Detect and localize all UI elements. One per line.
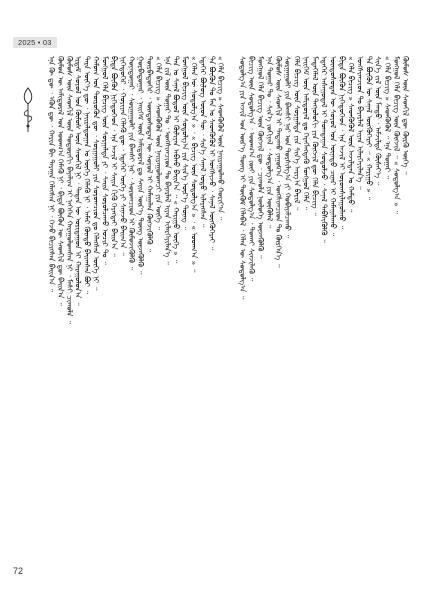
text-line: ᠬᠦᠮᠦᠰ ᠦᠨ ᠰᠡᠳᠬᠢᠯ ᠦᠨ ᠳᠤᠲᠤᠷᠠᠬᠢ ᠪᠠᠶᠠᠯᠢᠭ ᠢ ᠨᠡᠭᠡᠭᠡᠨ ᠬᠠᠷᠠᠭᠤᠯᠤᠭᠰᠠᠨ ᠨᠢ ᠂ ᠮᠠᠰᠢ ᠴᠢᠬᠤᠯᠠ ᠃: [64, 56, 74, 324]
text-line: « ᠬᠡᠯᠡ ᠪᠢᠴᠢᠭ » ᠰᠡᠳᠬᠦᠭᠦᠯ ᠃ ᠡᠨᠡ ᠳᠤᠭᠠᠷ ᠃: [382, 56, 392, 180]
text-line: ᠲᠡᠷᠡ ᠦᠶ᠎ᠡ ᠳᠦ ᠂ ᠨᠠᠢᠷᠠᠯᠳᠤᠭᠠᠨ ᠤ ᠦᠭᠡ ᠬᠡᠯᠡᠬᠦ ᠨᠢ ᠂ ᠠᠮᠠᠷ ᠬᠦᠨᠳᠦ ᠪᠠᠢᠭᠰᠠᠨ ᠪᠤᠢ ᠃: [82, 56, 92, 294]
text-line: ᠪᠢᠳᠡ ᠪᠦᠬᠦᠨ ᠨᠢᠭᠡᠳᠦᠭᠡᠳ ᠂ ᠡᠨᠡ ᠠᠵᠢᠯ ᠢ ᠰᠠᠢᠨ ᠬᠢᠬᠦ ᠬᠡᠷᠡᠭᠲᠡᠢ ᠪᠠᠢᠨ᠎ᠠ ᠃: [109, 56, 119, 257]
text-line: ᠮᠣᠩᠭᠣᠯ ᠪᠢᠴᠢᠭ ᠦᠨ ᠰᠤᠳᠤᠯᠭ᠎ᠠ ᠶᠢᠨ ᠰᠢᠨ᠎ᠡ ᠦᠷ᠎ᠡ ᠳᠦᠩ ᠃: [180, 56, 190, 230]
text-line: ᠡᠳᠡᠭᠡᠷ ᠠᠰᠠᠭᠤᠳᠠᠯ ᠢ ᠲᠣᠭᠲᠠᠭᠠᠨ ᠰᠤᠳᠤᠯᠵᠤ ᠂ ᠰᠠᠨᠠᠯ ᠳᠡᠪᠰᠢᠭᠦᠯᠬᠦ ᠃: [319, 56, 329, 243]
text-line: ᠦᠨᠳᠦᠰᠦᠲᠡᠨ ᠦ ᠰᠣᠶᠤᠯ ᠤᠨ ᠦᠨᠡᠲᠦ ᠴᠢᠨᠠᠷ ᠢ ᠬᠠᠮᠠᠭᠠᠯᠠᠬᠤ ᠃: [328, 56, 338, 237]
text-line: « ᠬᠡᠯᠡ ᠪᠢᠴᠢᠭ » ᠰᠡᠳᠬᠦᠭᠦᠯ ᠦᠨ ᠠᠵᠢᠯᠳᠠᠨ ᠤ ᠬᠠᠮᠲᠤ ᠃: [346, 56, 356, 213]
text-line: ᠡᠨᠡ ᠳᠤᠭᠠᠷ ᠲᠤ ᠂ ᠰᠢᠨ᠎ᠡ ᠵᠣᠬᠢᠶᠠᠯ ᠂ ᠰᠤᠳᠤᠯᠭ᠎ᠠ ᠶᠢᠨ ᠥᠭᠦᠯᠡᠯ ᠃: [265, 56, 275, 229]
text-line: ᠰᠤᠳᠤᠯᠭ᠎ᠠ ᠶᠢᠨ ᠠᠵᠢᠯ ᠤᠨ ᠦᠷ᠎ᠡ ᠳᠦᠩ ᠢ ᠳᠦᠭᠦᠮ ᠬᠡᠯᠡᠪᠡᠯ ᠂ ᠬᠡᠯᠡᠨ ᠦ ᠰᠤᠳᠤᠯᠭ᠎ᠠ ᠃: [238, 56, 247, 300]
text-line: ᠬᠦᠮᠦᠰ ᠦᠨ ᠰᠡᠳᠬᠢᠯ ᠳᠦ ᠬᠦᠷᠬᠦ ᠦᠭᠡ ᠃: [400, 56, 410, 175]
text-line: ᠡᠷᠳᠡᠮ ᠰᠣᠶᠤᠯ ᠤᠨ ᠬᠦᠮᠦᠰ ᠦᠨ ᠰᠡᠳᠬᠢᠯ ᠨᠢ ᠂ ᠲᠡᠳᠡᠨ ᠦ ᠤᠷᠢᠳᠠᠭᠤᠨ ᠢ ᠬᠠᠷᠠᠭᠤᠯᠤᠨ᠎ᠠ ᠃: [73, 56, 83, 306]
text-line: « ᠬᠡᠯᠡ ᠪᠢᠴᠢᠭ » ᠰᠡᠳᠬᠦᠭᠦᠯ ᠦᠨ ᠨᠠᠢᠷᠠᠭᠤᠯᠤᠭᠴᠢ ᠶᠢᠨ ᠦᠭᠡ ᠃: [153, 56, 163, 230]
text-line: ᠡᠨᠡ ᠵᠢᠯ ᠦᠨ ᠳᠤᠭᠠᠷ ᠲᠤ ᠂ ᠤᠩᠰᠢᠭᠴᠢᠳ ᠲᠤ ᠪᠠᠶᠠᠷᠯᠠᠯ ᠢᠶᠡᠨ ᠢᠯᠡᠷᠬᠡᠶᠢᠯᠡᠨ᠎ᠡ ᠃: [162, 56, 172, 265]
text-line: ᠳᠦᠷᠪᠡᠳᠦᠭᠡᠷ ᠂ ᠦᠨᠳᠦᠰᠦᠲᠡᠨ ᠦ ᠰᠣᠶᠤᠯ ᠢ ᠬᠠᠮᠠᠭᠠᠯᠠᠨ ᠬᠥᠭᠵᠢᠭᠦᠯᠬᠦ ᠃: [144, 56, 154, 252]
mongolian-ornament-icon: [20, 86, 36, 134]
text-line: « ᠬᠡᠯᠡᠨ ᠦ ᠰᠤᠳᠤᠯᠭ᠎ᠠ » ᠂ « ᠪᠢᠴᠢᠭ ᠦᠨ ᠰᠤᠳᠤᠯᠭ᠎ᠠ » ᠂ « ᠤᠳᠬ᠎ᠠ » ᠃: [189, 56, 199, 273]
text-line: ᠰᠤᠷᠭᠠᠭᠤᠯᠢ ᠶᠢᠨ ᠪᠠᠭᠰᠢ ᠨᠠᠷ ᠤᠨ ᠲᠤᠷᠰᠢᠯᠭ᠎ᠠ ᠶᠢ ᠬᠤᠪᠢᠶᠠᠯᠴᠠᠬᠤ ᠃: [283, 56, 293, 238]
text-line: ᠲᠠ ᠪᠦᠬᠦᠨ ᠦ ᠰᠠᠨᠠᠯ ᠥᠭᠭᠦᠭᠡᠷᠡᠢ ᠃ « ᠬᠠᠷᠢᠭᠤ » ᠃: [364, 56, 374, 200]
issue-label: 2025 • 03: [13, 37, 57, 48]
text-line: ᠲᠠᠨ ᠤ ᠰᠠᠨᠠᠯ ᠪᠣᠳᠤᠯ ᠢ ᠬᠦᠯᠢᠶᠡᠨ ᠠᠪᠬᠤ ᠪᠠᠢᠨ᠎ᠠ ᠃ « ᠬᠠᠷᠢᠭᠤ ᠦᠭᠡ » ᠃: [171, 56, 181, 263]
text-line: ᠡᠨᠡ ᠬᠦ ᠳᠦ ᠂ ᠡᠭᠦᠨ ᠳᠦ ᠂ ᠬᠠᠷᠢᠨ ᠪᠢ ᠳᠠᠷᠠᠭᠠ ᠬᠡᠯᠡᠭᠰᠡᠨ ᠨᠢ ᠂ ᠭᠡᠵᠦ ᠪᠢᠴᠢᠭᠰᠡᠨ ᠪᠠᠢᠨ᠎ᠠ ᠃: [47, 56, 56, 293]
text-line: ᠪᠢᠴᠢᠭ ᠦᠨ ᠰᠤᠳᠤᠯᠭ᠎ᠠ ᠂ ᠤᠳᠬ᠎ᠠ ᠵᠦᠢ ᠶᠢᠨ ᠰᠤᠳᠤᠯᠭ᠎ᠠ ᠂ ᠲᠤᠬᠠᠢ ᠰᠢᠨᠵᠢᠯᠡᠬᠦ ᠃: [247, 56, 257, 282]
left-text-column: [47, 56, 225, 544]
text-line: ᠮᠡᠳᠡᠭᠡᠯᠡᠯ ᠦᠨ ᠲᠡᠭᠨᠣᠯᠣᠭᠢ ᠶᠢᠨ ᠬᠥᠭᠵᠢᠯ ᠳᠦ ᠬᠡᠯᠡ ᠪᠢᠴᠢᠭ ᠃: [310, 56, 320, 216]
text-line: ᠬᠡᠯᠡ ᠪᠢᠴᠢᠭ ᠦᠨ ᠰᠤᠷᠭᠠᠯᠲᠠ ᠶᠢᠨ ᠰᠢᠨ᠎ᠡ ᠠᠷᠭ᠎ᠠ ᠪᠠᠷᠢᠯ ᠃: [292, 56, 302, 211]
text-line: ᠬᠣᠶᠠᠳᠤᠭᠠᠷ ᠂ ᠰᠤᠷᠭᠠᠭᠤᠯᠢ ᠶᠢᠨ ᠪᠠᠭᠰᠢ ᠨᠠᠷ ᠂ ᠰᠤᠷᠤᠭᠴᠢᠳ ᠢ ᠬᠦᠮᠦᠵᠢᠭᠦᠯᠬᠦ ᠃: [127, 56, 137, 271]
text-line: ᠬᠦᠮᠦᠰ ᠦᠨ ᠰᠡᠳᠬᠢᠯ ᠢ ᠲᠠᠲᠠᠬᠤ ᠶᠠᠭᠤᠮ᠎ᠠ ᠂ ᠤᠩᠰᠢᠭᠴᠢᠳ ᠲᠤ ᠬᠦᠷᠭᠡᠨ᠎ᠡ ᠃: [274, 56, 284, 268]
text-line: ᠲᠠ ᠪᠦᠬᠦᠨ ᠲᠤ ᠮᠠᠨ ᠤ ᠰᠡᠳᠬᠦᠭᠦᠯ ᠢ ᠤᠩᠰᠢᠵᠤ ᠂ ᠰᠠᠨᠠᠯ ᠥᠭᠭᠦᠭᠡᠷᠡᠢ ᠃: [207, 56, 217, 251]
text-line: ᠨᠢᠭᠡᠳᠦᠭᠡᠷ ᠂ ᠬᠤᠷᠢᠶᠠᠨ ᠬᠡᠯᠡᠬᠦ ᠳᠦ ᠂ ᠡᠳᠡᠭᠡᠷ ᠦᠭᠡ ᠶᠢ ᠰᠠᠨᠠᠵᠤ ᠪᠠᠢᠭ᠎ᠠ ᠃: [118, 56, 128, 256]
text-line: ᠪᠢᠳᠡ ᠪᠦᠬᠦᠨ ᠨᠢᠭᠡᠳᠦᠭᠡᠳ ᠂ ᠡᠨᠡ ᠠᠵᠢᠯ ᠢ ᠤᠷᠤᠭᠰᠢᠯᠠᠭᠤᠯᠬᠤ ᠃: [337, 56, 347, 229]
text-line: ᠮᠣᠩᠭᠣᠯ ᠬᠡᠯᠡ ᠪᠢᠴᠢᠭ ᠦᠨ ᠰᠤᠷᠭᠠᠯᠲᠠ ᠶᠢ ᠂ ᠰᠠᠢᠨ ᠰᠤᠷᠤᠯᠴᠠᠬᠤ ᠤᠴᠢᠷ ᠲᠤ ᠃: [100, 56, 110, 265]
right-text-column: [238, 56, 410, 544]
text-line: ᠮᠣᠩᠭᠣᠯ ᠬᠡᠯᠡ ᠪᠢᠴᠢᠭ ᠦᠨ ᠬᠥᠭᠵᠢᠯ ᠃ « ᠰᠤᠳᠤᠯᠭ᠎ᠠ » ᠃: [391, 56, 401, 214]
text-line: ᠰᠢᠨ᠎ᠡ ᠵᠢᠯ ᠦᠨ ᠮᠡᠨᠳᠦ ᠂ ᠠᠮᠵᠢᠯᠲᠠ ᠬᠦᠰᠡᠶ᠎ᠡ ᠃: [373, 56, 383, 186]
text-line: « ᠬᠡᠯᠡ ᠪᠢᠴᠢᠭ » ᠰᠡᠳᠬᠦᠭᠦᠯ ᠦᠨ ᠨᠠᠢᠷᠠᠭᠤᠯᠬᠤ ᠬᠣᠷᠢᠶ᠎ᠠ ᠃: [216, 56, 226, 221]
text-line: ᠭᠤᠷᠪᠠᠳᠤᠭᠠᠷ ᠂ ᠨᠡᠢᠭᠡᠮ ᠦᠨ ᠠᠮᠢᠳᠤᠷᠠᠯ ᠳᠤ ᠰᠠᠢᠨ ᠦᠷ᠎ᠡ ᠳᠦᠩ ᠦᠵᠡᠭᠦᠯᠬᠦ ᠃: [136, 56, 145, 275]
text-line: ᠬᠠᠮᠤᠭ ᠤᠨ ᠲᠦᠷᠦᠭᠦᠨ ᠳᠦ ᠂ ᠰᠤᠷᠭᠠᠭᠤᠯᠢ ᠶᠢᠨ ᠰᠤᠷᠤᠭᠴᠢᠳ ᠳᠤ ᠬᠡᠯᠡᠭᠰᠡᠨ ᠦᠭᠡ ᠨᠢ ᠃: [91, 56, 101, 291]
page-number: 72: [13, 566, 24, 576]
text-line: ᠮᠣᠩᠭᠣᠯ ᠬᠡᠯᠡ ᠪᠢᠴᠢᠭ ᠦᠨ ᠬᠥᠭᠵᠢᠯ ᠳᠦ ᠂ ᠴᠢᠬᠤᠯᠠ ᠨᠥᠯᠦᠭᠡ ᠦᠵᠡᠭᠦᠯᠬᠦ ᠃: [256, 56, 266, 259]
text-line: ᠬᠦᠮᠦᠨ ᠦ ᠠᠮᠢᠳᠤᠷᠠᠯ ᠤᠨ ᠤᠳᠬ᠎ᠠ ᠬᠡᠮᠡᠬᠦ ᠨᠢ ᠂ ᠪᠢᠳᠡ ᠪᠦᠬᠦᠨ ᠦ ᠰᠡᠳᠬᠢᠯ ᠳᠦ ᠪᠠᠢᠨ᠎ᠠ ᠃: [55, 56, 65, 306]
text-line: ᠤᠩᠰᠢᠭᠴᠢᠳ ᠲᠤ ᠪᠠᠶᠠᠷᠯᠠᠯ ᠢᠶᠠᠨ ᠢᠯᠡᠷᠬᠡᠶᠢᠯᠡᠨ᠎ᠡ ᠃: [355, 56, 365, 190]
text-line: ᠡᠳᠡᠭᠡᠷ ᠪᠦᠯᠦᠭ ᠦᠳ ᠲᠦ ᠂ ᠰᠢᠨ᠎ᠡ ᠰᠠᠨᠠᠯ ᠤᠳᠤ ᠢᠯᠡᠷᠡᠭᠰᠡᠨ ᠃: [198, 56, 208, 228]
text-line: ᠨᠡᠢᠭᠡᠮ ᠦᠨ ᠠᠮᠢᠳᠤᠷᠠᠯ ᠳᠤ ᠬᠡᠷᠡᠭᠯᠡᠭᠳᠡᠬᠦ ᠮᠣᠩᠭᠣᠯ ᠬᠡᠯᠡ ᠃: [301, 56, 311, 210]
